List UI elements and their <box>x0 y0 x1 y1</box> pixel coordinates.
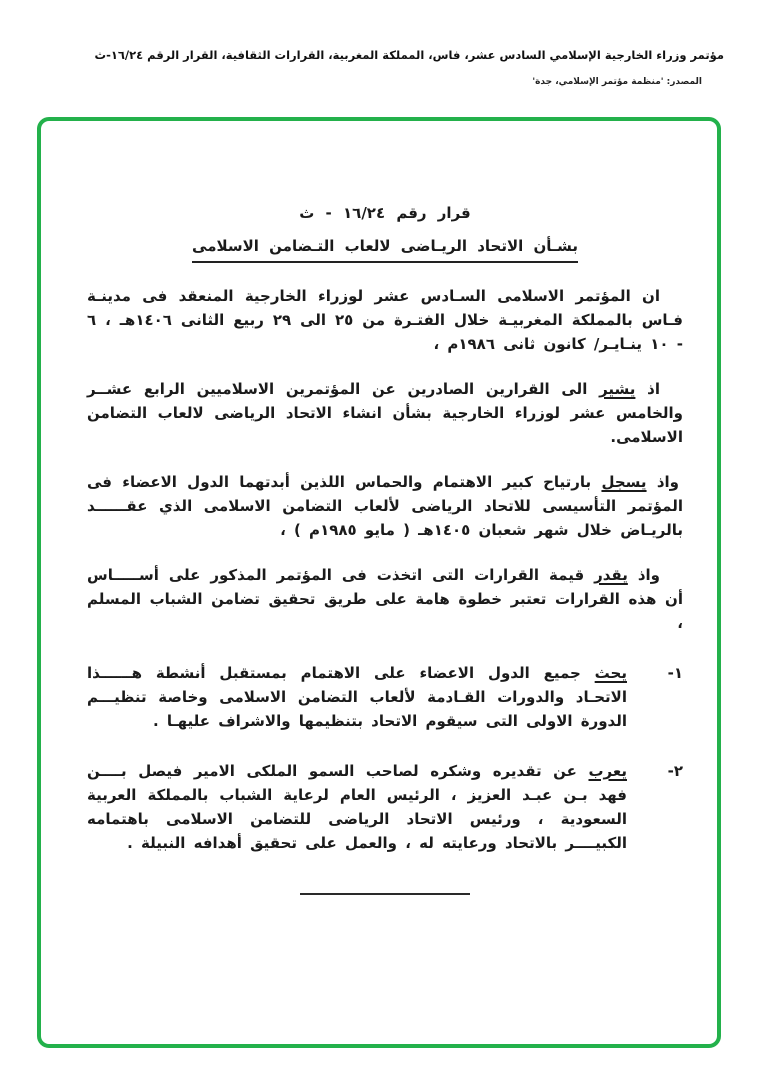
paragraph-lead: يقدر <box>594 566 628 584</box>
citation-header <box>34 48 724 87</box>
item-lead: يحث <box>594 664 627 682</box>
resolution-number-title: قرار رقم ١٦/٢٤ - ث <box>299 204 471 222</box>
end-of-document-rule <box>300 893 470 895</box>
paragraph-lead: يسجل <box>601 473 647 491</box>
paragraph-text: قيمة القرارات التى اتخذت فى المؤتمر المذكور على أســـــاس أن هذه القرارات تعتبر خطوة هامة على طريق تحقيق تضامن الشباب المسلم ، <box>87 566 683 632</box>
paragraph-text: الى القرارين الصادرين عن المؤتمرين الاسلاميين الرابع عشــر والخامس عشر لوزراء الخارجية بشأن انشاء الاتحاد الرياضى لالعاب التضامن الاسلامى. <box>87 380 683 446</box>
paragraph-text: ان المؤتمر الاسلامى السـادس عشر لوزراء الخارجية المنعقد فى مدينـة فـاس بالمملكة المغربيـة خلال الفتـرة من ٢٥ الى ٢٩ ربيع الثانى ١٤٠٦هـ ، ٦ - ١٠ ينـايـر/ كانون ثانى ١٩٨٦م ، <box>87 287 683 353</box>
paragraph-lead: يشير <box>599 380 636 398</box>
item-text <box>87 661 627 733</box>
recalling-paragraph <box>87 377 683 449</box>
item-lead: يعرب <box>588 762 627 780</box>
resolution-item-2 <box>87 759 683 855</box>
scanned-document-frame <box>37 117 721 1048</box>
preamble-paragraph <box>87 284 683 356</box>
source-line: المصدر: 'منظمة مؤتمر الإسلامي، جدة' <box>532 77 702 87</box>
item-rest: جميع الدول الاعضاء على الاهتمام بمستقبل أنشطة هــــــذا الاتحـاد والدورات القـادمة لألعاب التضامن الاسلامى وخاصة تنظيـــم الدورة الاولى التى سيقوم الاتحاد بتنظيمها والاشراف عليهـا . <box>87 664 627 730</box>
item-text <box>87 759 627 855</box>
resolution-items <box>87 661 683 855</box>
paragraph-prefix: واذ <box>646 473 679 491</box>
paragraph-text: بارتياح كبير الاهتمام والحماس اللذين أبدتهما الدول الاعضاء فى المؤتمر التأسيسى للاتحاد الرياضى لألعاب التضامن الاسلامى الذي عقــــــد بالريـاض خلال شهر شعبان ١٤٠٥هـ ( مايو ١٩٨٥م ) ، <box>87 473 683 539</box>
item-number: ١- <box>667 664 683 682</box>
paragraph-prefix: واذ <box>627 566 661 584</box>
resolution-subject-title <box>87 234 683 263</box>
title-block <box>87 201 683 263</box>
item-number: ٢- <box>667 762 683 780</box>
noting-paragraph <box>87 470 683 542</box>
resolution-item-1 <box>87 661 683 733</box>
item-rest: عن تقديره وشكره لصاحب السمو الملكى الامير فيصل بــــن فهد بـن عبـد العزيز ، الرئيس العام لرعاية الشباب بالمملكة العربية السعودية ، ورئيس الاتحاد الرياضى للتضامن الاسلامى باهتمامه الكبيــــر بالاتحاد ورعايته له ، والعمل على تحقيق أهدافه النبيلة . <box>87 762 627 852</box>
appreciating-paragraph <box>87 563 683 635</box>
document-content <box>41 121 717 895</box>
paragraph-prefix: اذ <box>635 380 660 398</box>
citation-line: مؤتمر وزراء الخارجية الإسلامي السادس عشر، فاس، المملكة المغربية، القرارات الثقافية، القرار الرقم ١٦/٢٤-ث <box>94 48 724 62</box>
resolution-subject-text: بشـأن الاتحاد الريـاضى لالعاب التـضامن الاسلامى <box>192 234 578 263</box>
